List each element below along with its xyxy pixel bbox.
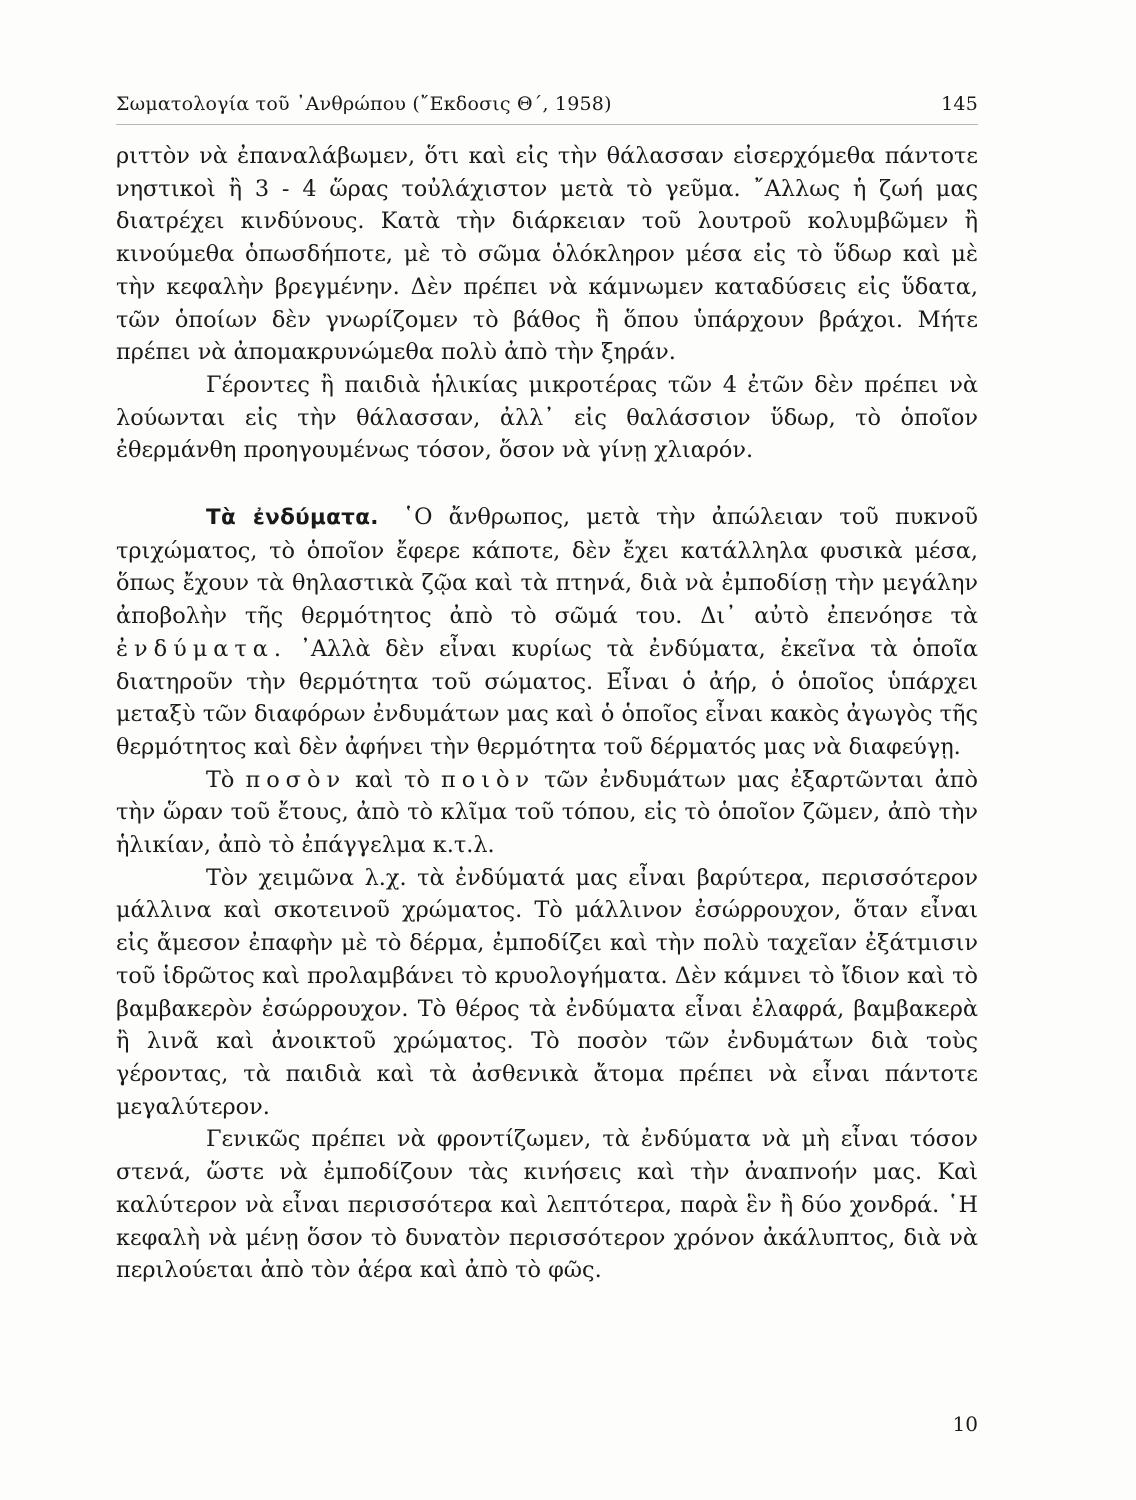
paragraph-quantity-quality <box>116 764 978 862</box>
body-text <box>116 140 978 1287</box>
paragraph-text: τῶν ἐνδυμάτων μας ἐξαρτῶνται ἀπὸ τὴν ὥραν τοῦ ἔτους, ἀπὸ τὸ κλῖμα τοῦ τόπου, εἰς τὸ ὁποῖον ζῶμεν, ἀπὸ τὴν ἡλικίαν, ἀπὸ τὸ ἐπάγγελμα κ.τ.λ. <box>116 766 978 859</box>
emphasis-spaced: ποσὸν <box>245 766 347 793</box>
emphasis-spaced: ποιὸν <box>441 766 536 793</box>
paragraph-text: ῾Ο ἄνθρωπος, μετὰ τὴν ἀπώλειαν τοῦ πυκνοῦ τριχώματος, τὸ ὁποῖον ἔφερε κάποτε, δὲν ἔχει κατάλληλα φυσικὰ μέσα, ὅπως ἔχουν τὰ θηλαστικὰ ζῷα καὶ τὰ πτηνά, διὰ νὰ ἐμποδίσῃ τὴν μεγάλην ἀποβολὴν τῆς θερμότητος ἀπὸ τὸ σῶμά του. Δι᾿ αὐτὸ ἐπενόησε τὰ <box>116 504 978 630</box>
running-title: Σωματολογία τοῦ ᾿Ανθρώπου (῎Εκδοσις Θ΄, 1958) <box>116 93 612 115</box>
page-number: 145 <box>941 93 978 115</box>
signature-mark: 10 <box>952 1412 978 1436</box>
paragraph-seasons: Τὸν χειμῶνα λ.χ. τὰ ἐνδύματά μας εἶναι βαρύτερα, περισσότερον μάλλινα καὶ σκοτεινοῦ χρώματος. Τὸ μάλλινον ἐσώρρουχον, ὅταν εἶναι εἰς ἄμεσον ἐπαφὴν μὲ τὸ δέρμα, ἐμποδίζει καὶ τὴν πολὺ ταχεῖαν ἐξάτμισιν τοῦ ἱδρῶτος καὶ προλαμβάνει τὸ κρυολογήματα. Δὲν κάμνει τὸ ἴδιον καὶ τὸ βαμβακερὸν ἐσώρρουχον. Τὸ θέρος τὰ ἐνδύματα εἶναι ἐλαφρά, βαμβακερὰ ἢ λινᾶ καὶ ἀνοικτοῦ χρώματος. Τὸ ποσὸν τῶν ἐνδυμάτων διὰ τοὺς γέροντας, τὰ παιδιὰ καὶ τὰ ἀσθενικὰ ἄτομα πρέπει νὰ εἶναι πάντοτε μεγαλύτερον. <box>116 864 978 1120</box>
paragraph-text: ᾿Αλλὰ δὲν εἶναι κυρίως τὰ ἐνδύματα, ἐκεῖνα τὰ ὁποῖα διατηροῦν τὴν θερμότητα τοῦ σώματος. Εἶναι ὁ ἀήρ, ὁ ὁποῖος ὑπάρχει μεταξὺ τῶν διαφόρων ἐνδυμάτων μας καὶ ὁ ὁποῖος εἶναι κακὸς ἀγωγὸς τῆς θερμότητος καὶ δὲν ἀφήνει τὴν θερμότητα τοῦ δέρματός μας νὰ διαφεύγῃ. <box>116 635 978 760</box>
paragraph-text: Τὸ <box>206 766 235 793</box>
paragraph-text: καὶ τὸ <box>355 766 430 793</box>
paragraph-clothing-intro <box>116 501 978 764</box>
paragraph-general-advice: Γενικῶς πρέπει νὰ φροντίζωμεν, τὰ ἐνδύματα νὰ μὴ εἶναι τόσον στενά, ὥστε νὰ ἐμποδίζουν τὰς κινήσεις καὶ τὴν ἀναπνοήν μας. Καὶ καλύτερον νὰ εἶναι περισσότερα καὶ λεπτότερα, παρὰ ἓν ἢ δύο χονδρά. ῾Η κεφαλὴ νὰ μένῃ ὅσον τὸ δυνατὸν περισσότερον χρόνον ἀκάλυπτος, διὰ νὰ περιλούεται ἀπὸ τὸν ἀέρα καὶ ἀπὸ τὸ φῶς. <box>116 1126 978 1284</box>
emphasis-spaced: ἐνδύματα. <box>116 635 288 662</box>
header-divider <box>116 124 978 125</box>
running-head <box>116 90 978 118</box>
paragraph-elderly-children: Γέροντες ἢ παιδιὰ ἡλικίας μικροτέρας τῶν 4 ἐτῶν δὲν πρέπει νὰ λούωνται εἰς τὴν θάλασσαν, ἀλλ᾿ εἰς θαλάσσιον ὕδωρ, τὸ ὁποῖον ἐθερμάνθη προηγουμένως τόσον, ὅσον νὰ γίνῃ χλιαρόν. <box>116 371 978 464</box>
section-heading: Τὰ ἐνδύματα. <box>206 505 379 531</box>
paragraph-continued: ριττὸν νὰ ἐπαναλάβωμεν, ὅτι καὶ εἰς τὴν θάλασσαν εἰσερχόμεθα πάντοτε νηστικοὶ ἢ 3 - 4 ὥρας τοὐλάχιστον μετὰ τὸ γεῦμα. ῎Αλλως ἡ ζωή μας διατρέχει κινδύνους. Κατὰ τὴν διάρκειαν τοῦ λουτροῦ κολυμβῶμεν ἢ κινούμεθα ὁπωσδήποτε, μὲ τὸ σῶμα ὁλόκληρον μέσα εἰς τὸ ὕδωρ καὶ μὲ τὴν κεφαλὴν βρεγμένην. Δὲν πρέπει νὰ κάμνωμεν καταδύσεις εἰς ὕδατα, τῶν ὁποίων δὲν γνωρίζομεν τὸ βάθος ἢ ὅπου ὑπάρχουν βράχοι. Μήτε πρέπει νὰ ἀπομακρυνώμεθα πολὺ ἀπὸ τὴν ξηράν. <box>116 143 978 366</box>
